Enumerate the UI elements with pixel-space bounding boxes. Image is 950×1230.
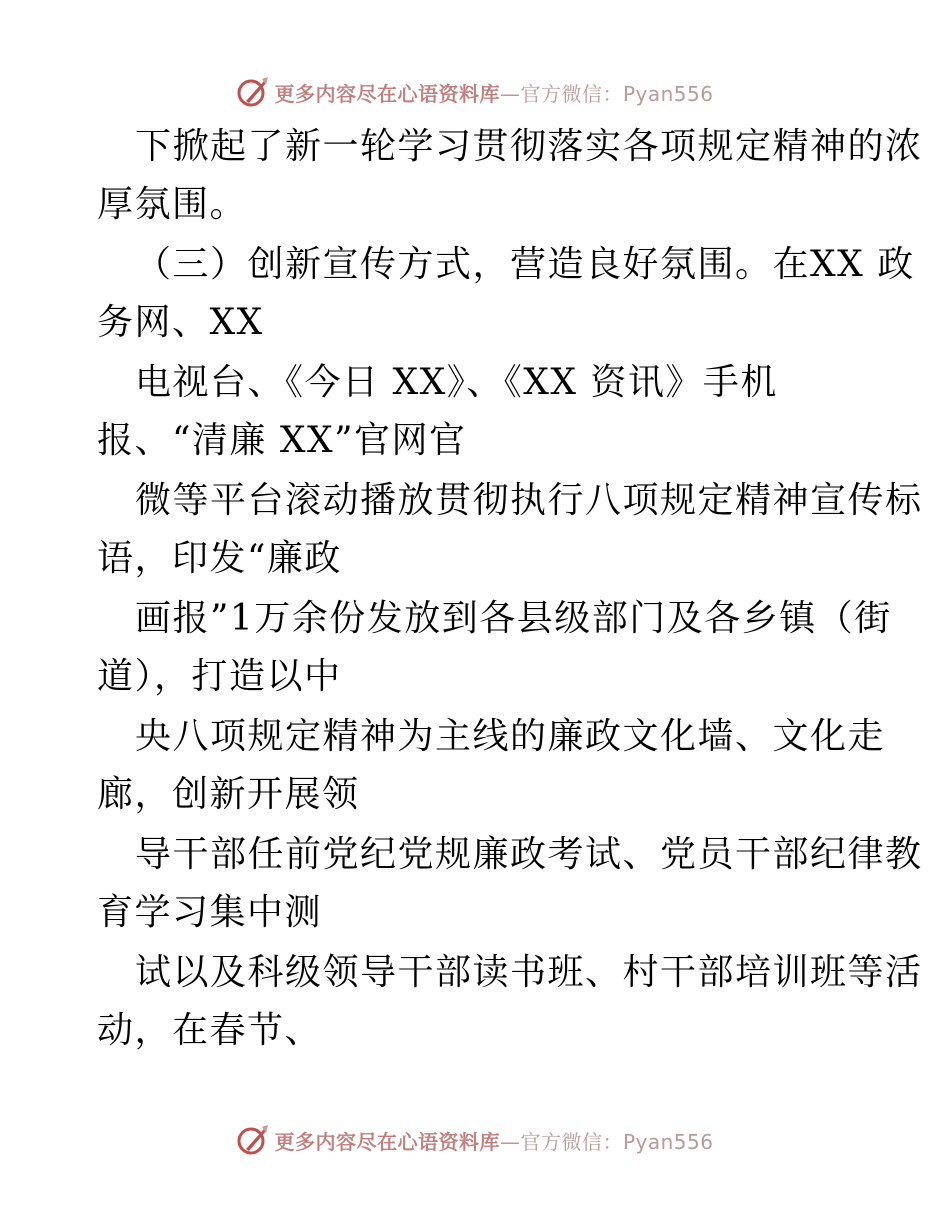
- text-line: 报、“清廉 XX”官网官: [97, 420, 467, 461]
- text-line: 厚氛围。: [97, 184, 248, 225]
- quill-pen-logo-icon: [236, 1123, 270, 1157]
- text-line: 道），打造以中: [97, 656, 342, 697]
- text-line: 动，在春节、: [97, 1010, 323, 1051]
- text-line: 下掀起了新一轮学习贯彻落实各项规定精神的浓: [135, 126, 923, 167]
- text-line: 微等平台滚动播放贯彻执行八项规定精神宣传标: [135, 480, 923, 521]
- text-line: 务网、XX: [97, 302, 264, 343]
- quill-pen-logo-icon: [236, 75, 270, 109]
- header-watermark: [0, 72, 950, 112]
- text-line: 画报”1万余份发放到各县级部门及各乡镇（街: [135, 598, 892, 639]
- text-line: 廊，创新开展领: [97, 774, 360, 815]
- text-line: 试以及科级领导干部读书班、村干部培训班等活: [135, 952, 923, 993]
- text-line: 育学习集中测: [97, 892, 323, 933]
- text-line: 导干部任前党纪党规廉政考试、党员干部纪律教: [135, 834, 923, 875]
- footer-watermark: [0, 1120, 950, 1160]
- text-line: 央八项规定精神为主线的廉政文化墙、文化走: [135, 716, 886, 757]
- text-line: 语，印发“廉政: [97, 538, 342, 579]
- watermark-text: [274, 78, 713, 107]
- watermark-text: [274, 1126, 713, 1155]
- watermark-contact-text: —官方微信：Pyan556: [499, 1129, 714, 1154]
- text-line: （三）创新宣传方式，营造良好氛围。在XX 政: [135, 244, 915, 285]
- watermark-contact-text: —官方微信：Pyan556: [499, 81, 714, 106]
- watermark-main-text: 更多内容尽在心语资料库: [274, 81, 500, 106]
- watermark-main-text: 更多内容尽在心语资料库: [274, 1129, 500, 1154]
- text-line: 电视台、《今日 XX》、《XX 资讯》手机: [135, 362, 778, 403]
